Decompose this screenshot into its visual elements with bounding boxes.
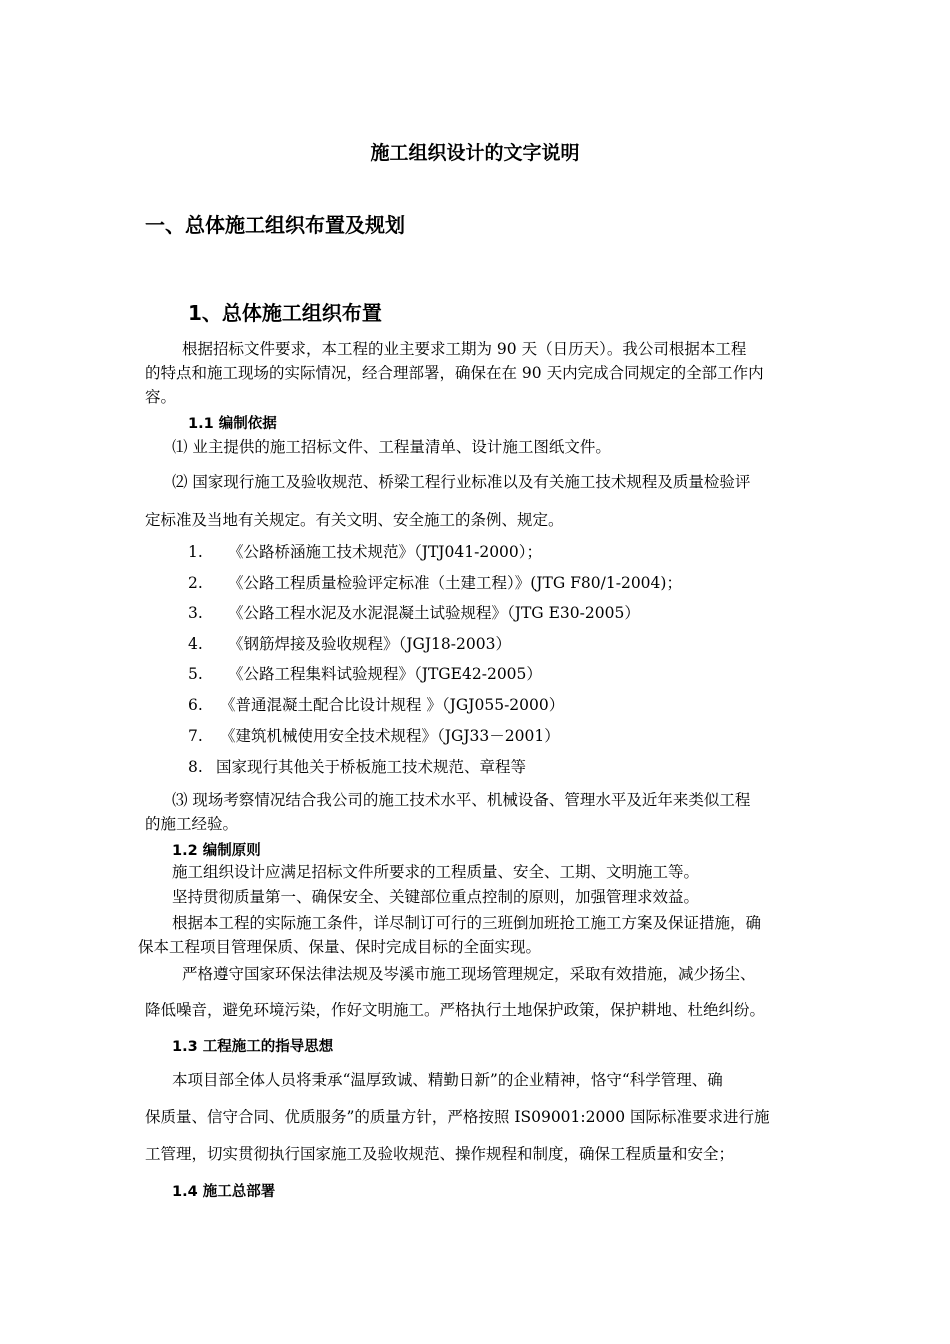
principle-line-4: 保本工程项目管理保质、保量、保时完成目标的全面实现。 (138, 938, 542, 956)
intro-line-2: 的特点和施工现场的实际情况，经合理部署，确保在在 90 天内完成合同规定的全部工作内 (145, 364, 764, 382)
principle-line-6: 降低噪音，避免环境污染，作好文明施工。严格执行土地保护政策，保护耕地、杜绝纠纷。 (145, 1001, 766, 1019)
list-text: 国家现行其他关于桥板施工技术规范、章程等 (216, 758, 527, 776)
guidance-line-1: 本项目部全体人员将秉承“温厚致诚、精勤日新”的企业精神，恪守“科学管理、确 (172, 1071, 723, 1089)
standard-list-item (188, 695, 564, 715)
guidance-line-3: 工管理，切实贯彻执行国家施工及验收规范、操作规程和制度，确保工程质量和安全； (145, 1145, 735, 1163)
list-number: 2. (188, 574, 203, 592)
list-number: 8. (188, 758, 203, 776)
list-text: 《公路桥涵施工技术规范》（JTJ041-2000）； (228, 543, 543, 561)
list-text: 《钢筋焊接及验收规程》（JGJ18-2003） (228, 635, 511, 653)
standard-list-item (188, 634, 511, 654)
list-number: 6. (188, 696, 203, 714)
principle-line-5: 严格遵守国家环保法律法规及岑溪市施工现场管理规定，采取有效措施，减少扬尘、 (182, 965, 756, 983)
list-text: 《公路工程水泥及水泥混凝土试验规程》（JTG E30-2005） (228, 604, 640, 622)
section-heading: 一、总体施工组织布置及规划 (145, 213, 405, 237)
guidance-line-2: 保质量、信守合同、优质服务”的质量方针，严格按照 IS09001:2000 国际标准要求进行施 (145, 1108, 770, 1126)
list-number: 1. (188, 543, 203, 561)
basis-item-2-line-1: ⑵ 国家现行施工及验收规范、桥梁工程行业标准以及有关施工技术规程及质量检验评 (172, 473, 751, 491)
heading-1-4: 1.4 施工总部署 (172, 1184, 276, 1200)
list-text: 《公路工程质量检验评定标准（土建工程）》(JTG F80/1-2004)； (228, 574, 682, 592)
list-number: 3. (188, 604, 203, 622)
basis-item-3-line-1: ⑶ 现场考察情况结合我公司的施工技术水平、机械设备、管理水平及近年来类似工程 (172, 791, 751, 809)
principle-line-3: 根据本工程的实际施工条件，详尽制订可行的三班倒加班抢工施工方案及保证措施，确 (172, 914, 762, 932)
basis-item-3-line-2: 的施工经验。 (145, 815, 239, 833)
standard-list-item (188, 757, 526, 777)
document-title: 施工组织设计的文字说明 (370, 142, 580, 164)
standard-list-item (188, 664, 542, 684)
heading-1-2: 1.2 编制原则 (172, 843, 261, 859)
list-text: 《普通混凝土配合比设计规程 》（JGJ055-2000） (220, 696, 565, 714)
list-number: 5. (188, 665, 203, 683)
basis-item-1: ⑴ 业主提供的施工招标文件、工程量清单、设计施工图纸文件。 (172, 438, 611, 456)
subsection-heading: 1、总体施工组织布置 (188, 301, 382, 325)
standard-list-item (188, 726, 560, 746)
intro-line-1: 根据招标文件要求，本工程的业主要求工期为 90 天（日历天）。我公司根据本工程 (182, 340, 747, 358)
standard-list-item (188, 542, 542, 562)
list-text: 《公路工程集料试验规程》（JTGE42-2005） (228, 665, 542, 683)
list-number: 7. (188, 727, 203, 745)
standard-list-item (188, 573, 682, 593)
heading-1-1: 1.1 编制依据 (188, 416, 277, 432)
principle-line-2: 坚持贯彻质量第一、确保安全、关键部位重点控制的原则，加强管理求效益。 (172, 888, 700, 906)
basis-item-2-line-2: 定标准及当地有关规定。有关文明、安全施工的条例、规定。 (145, 511, 564, 529)
list-number: 4. (188, 635, 203, 653)
list-text: 《建筑机械使用安全技术规程》（JGJ33－2001） (220, 727, 560, 745)
intro-line-3: 容。 (145, 388, 177, 406)
standard-list-item (188, 603, 640, 623)
heading-1-3: 1.3 工程施工的指导思想 (172, 1039, 334, 1055)
principle-line-1: 施工组织设计应满足招标文件所要求的工程质量、安全、工期、文明施工等。 (172, 863, 700, 881)
